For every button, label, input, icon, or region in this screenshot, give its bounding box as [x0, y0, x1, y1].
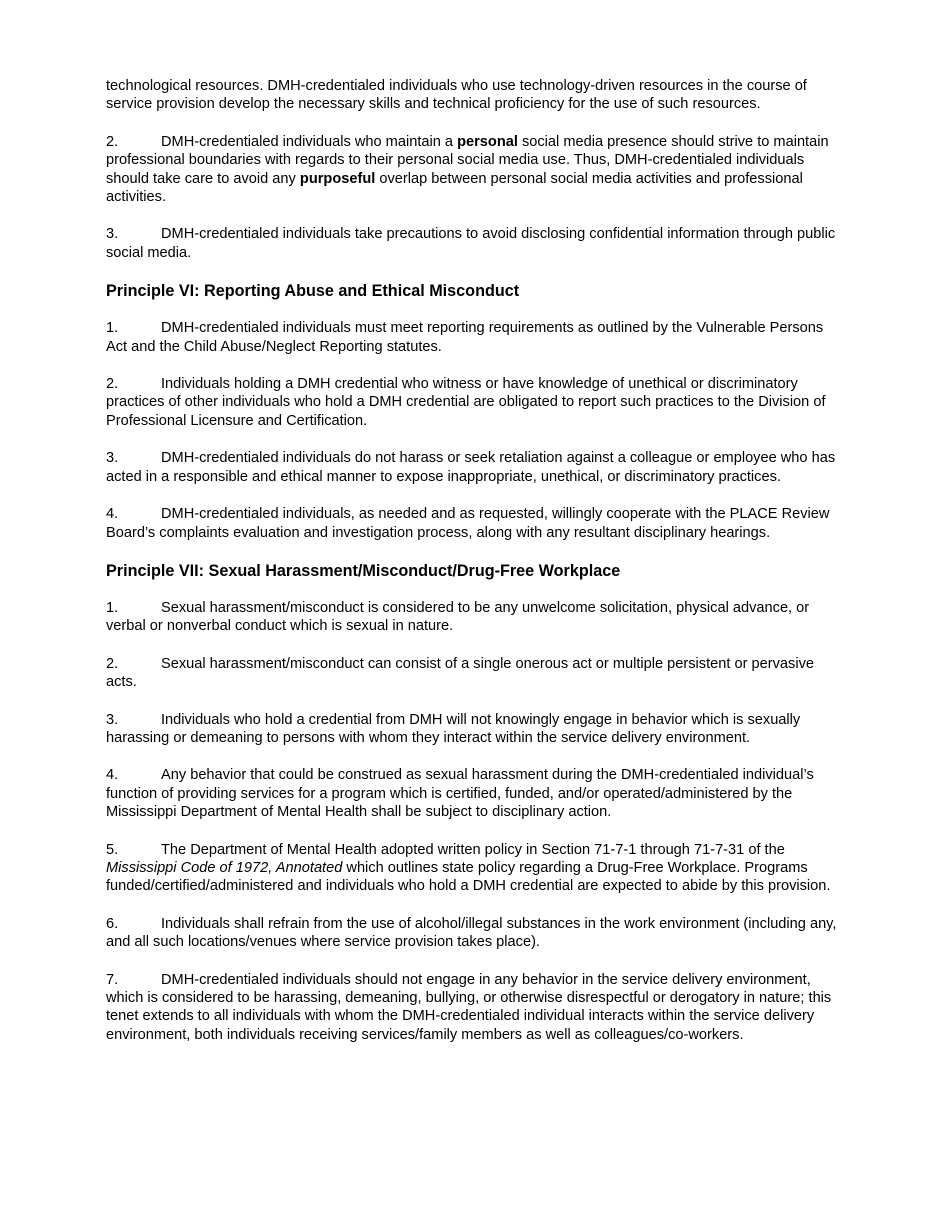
item-text: DMH-credentialed individuals take precautions to avoid disclosing confidential information through public social media. [106, 226, 836, 261]
item-number: 3. [106, 226, 119, 243]
item-number: 3. [106, 450, 119, 467]
item-number: 4. [106, 767, 119, 784]
social-media-item-3 [106, 225, 846, 262]
item-number: 5. [106, 841, 119, 858]
item-number: 6. [106, 915, 119, 932]
principle-vii-heading: Principle VII: Sexual Harassment/Misconduct/Drug-Free Workplace [106, 561, 621, 580]
item-text: DMH-credentialed individuals must meet reporting requirements as outlined by the Vulnerable Persons Act and the Child Abuse/Neglect Reporting statutes. [106, 320, 824, 355]
principle-vii-item-7 [106, 971, 846, 1045]
item-number: 2. [106, 376, 119, 393]
item-text-italic-code-citation: Mississippi Code of 1972, Annotated [106, 859, 343, 876]
item-text: Individuals who hold a credential from DMH will not knowingly engage in behavior which is sexually harassing or demeaning to persons with whom they interact within the service delivery environment. [106, 711, 801, 746]
document-page [106, 77, 846, 1063]
item-text: DMH-credentialed individuals should not engage in any behavior in the service delivery environment, which is considered to be harassing, demeaning, bullying, or otherwise disrespectful or derogatory in nature; this tenet extends to all individuals with whom the DMH-credentialed individual interacts within the service delivery environment, both individuals receiving services/family members as well as colleagues/co-workers. [106, 971, 832, 1043]
item-text: Individuals shall refrain from the use of alcohol/illegal substances in the work environment (including any, and all such locations/venues where service provision takes place). [106, 915, 837, 951]
principle-vii-item-2 [106, 655, 846, 692]
item-text-post: which outlines state policy regarding a Drug-Free Workplace. Programs funded/certified/administered and individuals who hold a DMH credential are expected to abide by this provision. [106, 859, 831, 895]
item-text-pre: The Department of Mental Health adopted written policy in Section 71-7-1 through 71-7-31 of the [161, 841, 785, 858]
item-text: Sexual harassment/misconduct is considered to be any unwelcome solicitation, physical advance, or verbal or nonverbal conduct which is sexual in nature. [106, 599, 810, 635]
principle-vii-item-4 [106, 766, 846, 821]
item-text-post: overlap between personal social media activities and professional activities. [106, 170, 803, 206]
item-text: Sexual harassment/misconduct can consist of a single onerous act or multiple persistent or pervasive acts. [106, 655, 814, 691]
principle-vii-item-5 [106, 841, 846, 896]
item-number: 1. [106, 599, 119, 616]
item-number: 1. [106, 320, 119, 337]
item-number: 7. [106, 971, 119, 988]
principle-vii-item-6 [106, 915, 846, 952]
item-text-mid: social media presence should strive to maintain professional boundaries with regards to their personal social media use. Thus, DMH-credentialed individuals should take care to avoid any [106, 133, 829, 187]
item-text: Any behavior that could be construed as sexual harassment during the DMH-credentialed individual’s function of providing services for a program which is certified, funded, and/or operated/administered by the Mississippi Department of Mental Health shall be subject to disciplinary action. [106, 767, 814, 821]
item-text: DMH-credentialed individuals, as needed and as requested, willingly cooperate with the PLACE Review Board’s complaints evaluation and investigation process, along with any resultant disciplinary hearings. [106, 506, 830, 541]
social-media-item-2 [106, 133, 846, 207]
principle-vi-item-2 [106, 375, 846, 430]
item-text: DMH-credentialed individuals do not harass or seek retaliation against a colleague or employee who has acted in a responsible and ethical manner to expose inappropriate, unethical, or discriminatory practices. [106, 450, 836, 485]
principle-vii-item-3 [106, 711, 846, 748]
principle-vi-item-3 [106, 449, 846, 486]
item-text-bold-personal: personal [457, 133, 518, 150]
principle-vii-item-1 [106, 599, 846, 636]
item-text: Individuals holding a DMH credential who witness or have knowledge of unethical or discriminatory practices of other individuals who hold a DMH credential are obligated to report such practices to the Division of Professional Licensure and Certification. [106, 376, 826, 429]
item-number: 4. [106, 506, 119, 523]
principle-vi-item-1 [106, 319, 846, 356]
item-number: 2. [106, 133, 119, 150]
intro-paragraph: technological resources. DMH-credentialed individuals who use technology-driven resources in the course of service provision develop the necessary skills and technical proficiency for the use of such resources. [106, 78, 807, 113]
item-text-pre: DMH-credentialed individuals who maintain a [161, 133, 458, 150]
principle-vi-item-4 [106, 505, 846, 542]
item-number: 2. [106, 655, 119, 672]
item-number: 3. [106, 711, 119, 728]
item-text-bold-purposeful: purposeful [299, 170, 376, 187]
principle-vi-heading: Principle VI: Reporting Abuse and Ethical Misconduct [106, 282, 520, 301]
